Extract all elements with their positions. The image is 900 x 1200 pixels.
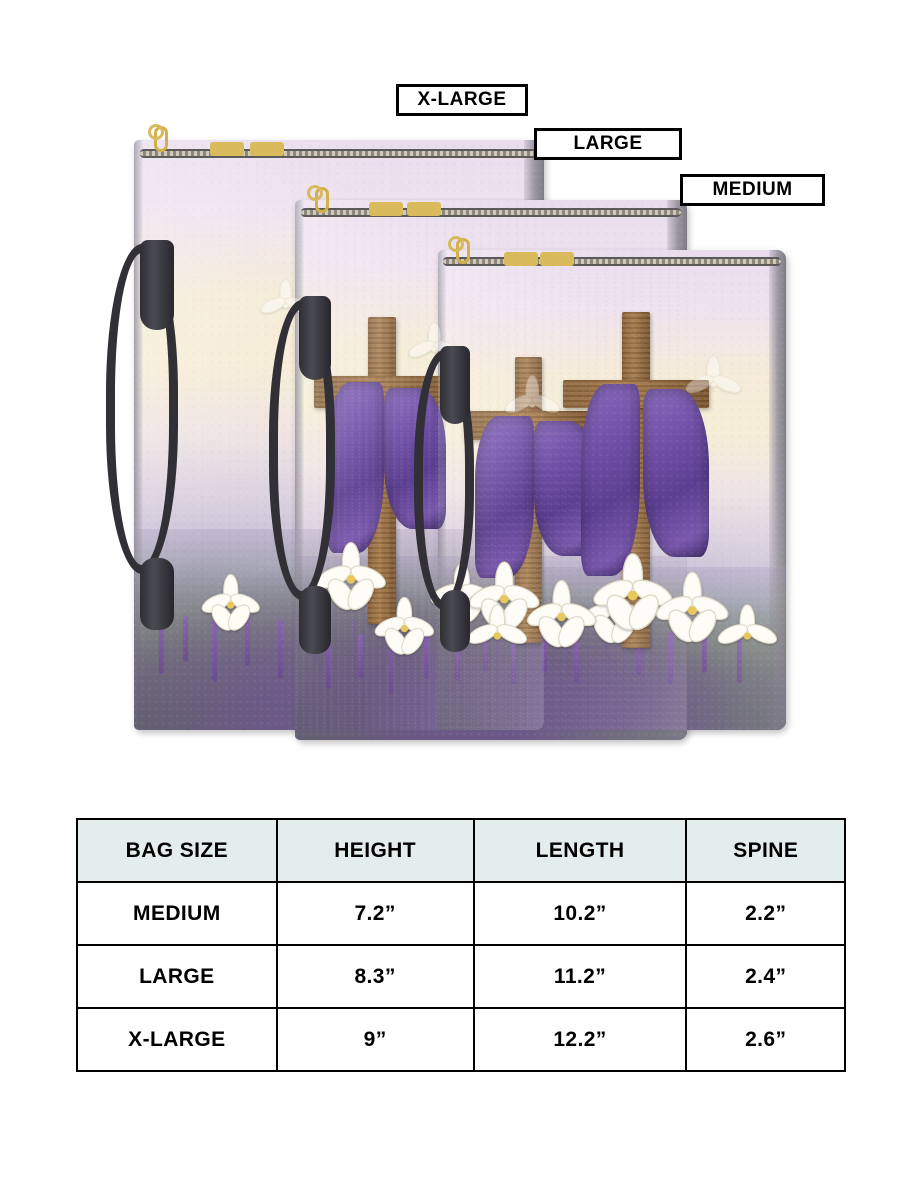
cell-length: 10.2” — [474, 882, 687, 945]
column-header-height: HEIGHT — [277, 819, 474, 882]
cell-height: 8.3” — [277, 945, 474, 1008]
zipper — [301, 208, 681, 217]
strap-ring — [307, 185, 323, 201]
table-row — [77, 882, 845, 945]
lily-flower-faded — [682, 336, 745, 432]
cell-size: X-LARGE — [77, 1008, 277, 1071]
cell-height: 9” — [277, 1008, 474, 1071]
column-header-bag-size: BAG SIZE — [77, 819, 277, 882]
lily-flower — [466, 586, 529, 682]
cell-height: 7.2” — [277, 882, 474, 945]
zipper-tab — [504, 252, 538, 266]
zipper-tab — [369, 202, 403, 216]
lily-flower-faded — [501, 356, 564, 452]
callout-label-medium: MEDIUM — [680, 174, 825, 206]
cell-length: 11.2” — [474, 945, 687, 1008]
cell-length: 12.2” — [474, 1008, 687, 1071]
zipper-tab — [250, 142, 284, 156]
cell-spine: 2.4” — [686, 945, 845, 1008]
lily-flower — [716, 586, 779, 682]
lily-flower — [373, 578, 436, 675]
zipper-tab — [407, 202, 441, 216]
zipper — [443, 257, 781, 266]
callout-label-xlarge: X-LARGE — [396, 84, 528, 116]
cell-spine: 2.6” — [686, 1008, 845, 1071]
strap-ring — [148, 124, 164, 140]
cell-spine: 2.2” — [686, 882, 845, 945]
size-chart-table — [76, 818, 846, 1072]
zipper-tab — [540, 252, 574, 266]
strap-pad-top — [440, 346, 470, 424]
table-row — [77, 945, 845, 1008]
cell-size: MEDIUM — [77, 882, 277, 945]
cell-size: LARGE — [77, 945, 277, 1008]
column-header-spine: SPINE — [686, 819, 845, 882]
column-header-length: LENGTH — [474, 819, 687, 882]
lily-flower — [525, 557, 598, 672]
strap-pad-top — [140, 240, 174, 330]
table-row — [77, 1008, 845, 1071]
strap-pad-bottom — [140, 558, 174, 630]
strap-pad-bottom — [299, 586, 331, 654]
callout-label-large: LARGE — [534, 128, 682, 160]
table-header-row — [77, 819, 845, 882]
zipper-tab — [210, 142, 244, 156]
lily-flower — [200, 553, 262, 653]
zipper — [140, 149, 538, 158]
strap-pad-bottom — [440, 590, 470, 652]
strap-pad-top — [299, 296, 331, 380]
strap-ring — [448, 236, 464, 252]
